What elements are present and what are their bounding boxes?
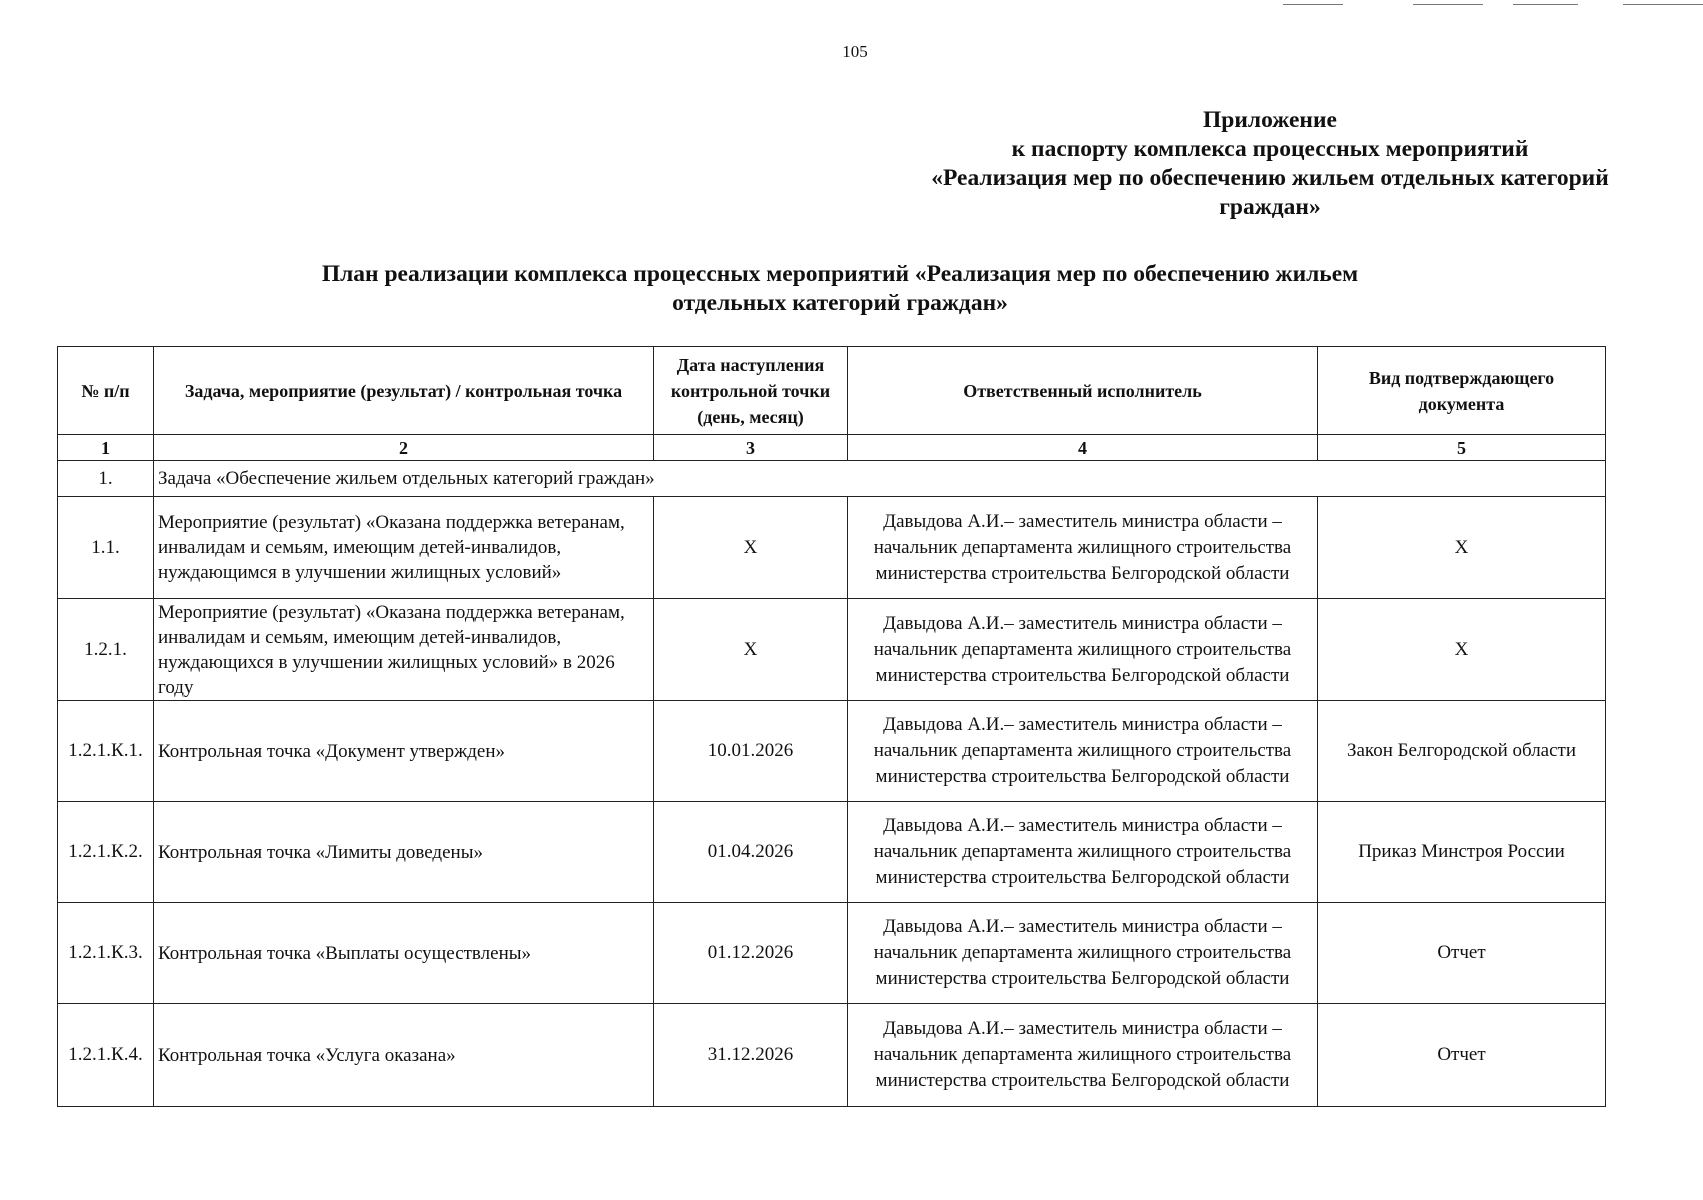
row-name: Мероприятие (результат) «Оказана поддержка ветеранам, инвалидам и семьям, имеющим детей-инвалидов, нуждающихся в улучшении жилищных условий» в 2026 году — [154, 599, 654, 701]
column-number-row — [58, 435, 1606, 461]
header-date: Дата наступления контрольной точки (день, месяц) — [654, 347, 848, 435]
task-row — [58, 461, 1606, 497]
header-responsible: Ответственный исполнитель — [848, 347, 1318, 435]
row-date: X — [654, 497, 848, 599]
row-number: 1.1. — [58, 497, 154, 599]
row-document: Закон Белгородской области — [1318, 701, 1606, 802]
table-header-row — [58, 347, 1606, 435]
table-row — [58, 599, 1606, 701]
row-document: Приказ Минстроя России — [1318, 802, 1606, 903]
row-name: Контрольная точка «Документ утвержден» — [154, 701, 654, 802]
column-number: 2 — [154, 435, 654, 461]
row-document: Отчет — [1318, 1004, 1606, 1107]
row-number: 1.2.1.К.4. — [58, 1004, 154, 1107]
task-text: Задача «Обеспечение жильем отдельных категорий граждан» — [154, 461, 1606, 497]
column-number: 1 — [58, 435, 154, 461]
plan-title — [200, 260, 1480, 318]
table-row — [58, 701, 1606, 802]
header-num: № п/п — [58, 347, 154, 435]
column-number: 3 — [654, 435, 848, 461]
appendix-line: к паспорту комплекса процессных мероприятий — [1011, 136, 1529, 162]
row-number: 1.2.1.К.1. — [58, 701, 154, 802]
row-date: 31.12.2026 — [654, 1004, 848, 1107]
row-responsible: Давыдова А.И.– заместитель министра области – начальник департамента жилищного строительства министерства строительства Белгородской области — [848, 802, 1318, 903]
page-number: 105 — [842, 42, 868, 61]
task-number: 1. — [58, 461, 154, 497]
row-responsible: Давыдова А.И.– заместитель министра области – начальник департамента жилищного строительства министерства строительства Белгородской области — [848, 701, 1318, 802]
plan-title-line: План реализации комплекса процессных мероприятий «Реализация мер по обеспечению жильем — [321, 261, 1359, 287]
row-responsible: Давыдова А.И.– заместитель министра области – начальник департамента жилищного строительства министерства строительства Белгородской области — [848, 497, 1318, 599]
row-date: 01.04.2026 — [654, 802, 848, 903]
row-document: X — [1318, 497, 1606, 599]
appendix-line: «Реализация мер по обеспечению жильем отдельных категорий — [931, 165, 1609, 191]
row-responsible: Давыдова А.И.– заместитель министра области – начальник департамента жилищного строительства министерства строительства Белгородской области — [848, 903, 1318, 1004]
column-number: 5 — [1318, 435, 1606, 461]
appendix-header — [860, 106, 1680, 222]
row-name: Контрольная точка «Услуга оказана» — [154, 1004, 654, 1107]
plan-table — [57, 346, 1606, 1107]
row-date: 10.01.2026 — [654, 701, 848, 802]
appendix-line: Приложение — [1203, 107, 1337, 133]
row-name: Контрольная точка «Лимиты доведены» — [154, 802, 654, 903]
row-responsible: Давыдова А.И.– заместитель министра области – начальник департамента жилищного строительства министерства строительства Белгородской области — [848, 599, 1318, 701]
row-date: X — [654, 599, 848, 701]
row-name: Мероприятие (результат) «Оказана поддержка ветеранам, инвалидам и семьям, имеющим детей-инвалидов, нуждающимся в улучшении жилищных условий» — [154, 497, 654, 599]
row-number: 1.2.1.К.3. — [58, 903, 154, 1004]
table-row — [58, 497, 1606, 599]
header-task: Задача, мероприятие (результат) / контрольная точка — [154, 347, 654, 435]
row-date: 01.12.2026 — [654, 903, 848, 1004]
row-responsible: Давыдова А.И.– заместитель министра области – начальник департамента жилищного строительства министерства строительства Белгородской области — [848, 1004, 1318, 1107]
table-row — [58, 802, 1606, 903]
header-document: Вид подтверждающего документа — [1318, 347, 1606, 435]
table-row — [58, 903, 1606, 1004]
row-document: Отчет — [1318, 903, 1606, 1004]
row-number: 1.2.1.К.2. — [58, 802, 154, 903]
table-row — [58, 1004, 1606, 1107]
column-number: 4 — [848, 435, 1318, 461]
scan-artifact-lines — [1183, 0, 1703, 10]
appendix-line: граждан» — [1219, 194, 1321, 220]
plan-title-line: отдельных категорий граждан» — [672, 290, 1008, 316]
row-name: Контрольная точка «Выплаты осуществлены» — [154, 903, 654, 1004]
row-number: 1.2.1. — [58, 599, 154, 701]
row-document: X — [1318, 599, 1606, 701]
